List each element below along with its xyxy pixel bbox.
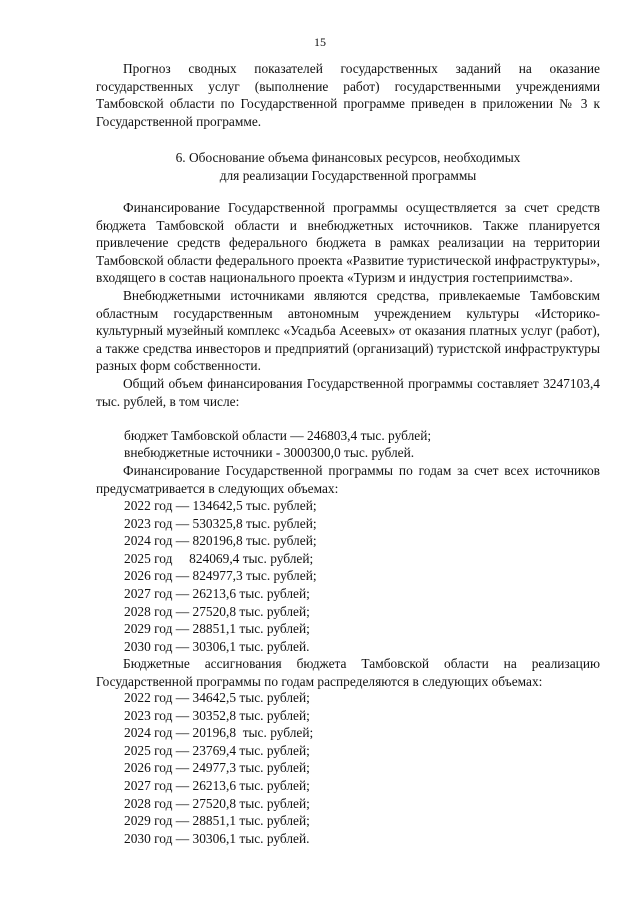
list-item: 2026 год — 824977,3 тыс. рублей;: [124, 568, 317, 584]
list-item: 2030 год — 30306,1 тыс. рублей.: [124, 638, 310, 654]
list-item: 2025 год — 23769,4 тыс. рублей;: [124, 742, 310, 758]
breakdown-budget: бюджет Тамбовской области — 246803,4 тыс. рублей;: [124, 428, 432, 443]
list-item: 2022 год — 134642,5 тыс. рублей;: [124, 498, 317, 513]
list-item: 2026 год — 24977,3 тыс. рублей;: [124, 760, 310, 776]
paragraph-text: Финансирование Государственной программы по годам за счет всех источников предусматривается в следующих объемах:: [96, 463, 600, 496]
section-heading-line2: для реализации Государственной программы: [219, 167, 477, 183]
section-heading-line1: 6. Обоснование объема финансовых ресурсов, необходимых: [175, 150, 521, 165]
list-item: 2025 год 824069,4 тыс. рублей;: [124, 550, 314, 566]
page-number: 15: [314, 35, 326, 49]
list-item: 2027 год — 26213,6 тыс. рублей;: [124, 585, 310, 601]
paragraph-text: Бюджетные ассигнования бюджета Тамбовской области на реализацию Государственной программы по годам распределяются в следующих объемах:: [96, 656, 600, 689]
list-item: 2028 год — 27520,8 тыс. рублей;: [124, 603, 310, 619]
list-item: 2028 год — 27520,8 тыс. рублей;: [124, 795, 310, 811]
list-by-year-budget: [124, 689, 313, 847]
list-item: 2029 год — 28851,1 тыс. рублей;: [124, 621, 310, 637]
paragraph-budget-intro: [96, 655, 600, 690]
paragraph-text: Финансирование Государственной программы осуществляется за счет средств бюджета Тамбовской области и внебюджетных источников. Также планируется привлечение средств федерального бюджета в рамках реализации на территории Тамбовской области федерального проекта «Развитие туристической инфраструктуры», входящего в состав национального проекта «Туризм и индустрия гостеприимства».: [96, 200, 600, 286]
list-item: 2029 год — 28851,1 тыс. рублей;: [124, 813, 310, 829]
paragraph-text: Прогноз сводных показателей государственных заданий на оказание государственных услуг (выполнение работ) государственными учреждениями Тамбовской области по Государственной программе приведен в приложении № 3 к Государственной программе.: [96, 61, 600, 129]
list-item: 2027 год — 26213,6 тыс. рублей;: [124, 777, 310, 793]
list-item: 2023 год — 530325,8 тыс. рублей;: [124, 515, 317, 531]
list-item: 2030 год — 30306,1 тыс. рублей.: [124, 830, 310, 846]
paragraph-forecast: [96, 60, 600, 130]
breakdown-extrabudget: внебюджетные источники - 3000300,0 тыс. рублей.: [124, 445, 415, 460]
list-item: 2024 год — 820196,8 тыс. рублей;: [124, 533, 317, 549]
paragraph-text: Внебюджетными источниками являются средства, привлекаемые Тамбовским областным государственным автономным учреждением культуры «Историко-культурный музейный комплекс «Усадьба Асеевых» от оказания платных услуг (работ), а также средства инвесторов и предприятий (организаций) туристской инфраструктуры разных форм собственности.: [96, 287, 600, 374]
section-heading: [96, 149, 600, 184]
list-by-year-all: [124, 497, 317, 655]
list-item: 2022 год — 34642,5 тыс. рублей;: [124, 690, 310, 705]
paragraph-by-year-intro: [96, 462, 600, 497]
list-item: 2024 год — 20196,8 тыс. рублей;: [124, 725, 314, 741]
list-item: 2023 год — 30352,8 тыс. рублей;: [124, 707, 310, 723]
paragraph-financing: [96, 199, 600, 410]
paragraph-text: Общий объем финансирования Государственной программы составляет 3247103,4 тыс. рублей, в том числе:: [96, 375, 600, 409]
